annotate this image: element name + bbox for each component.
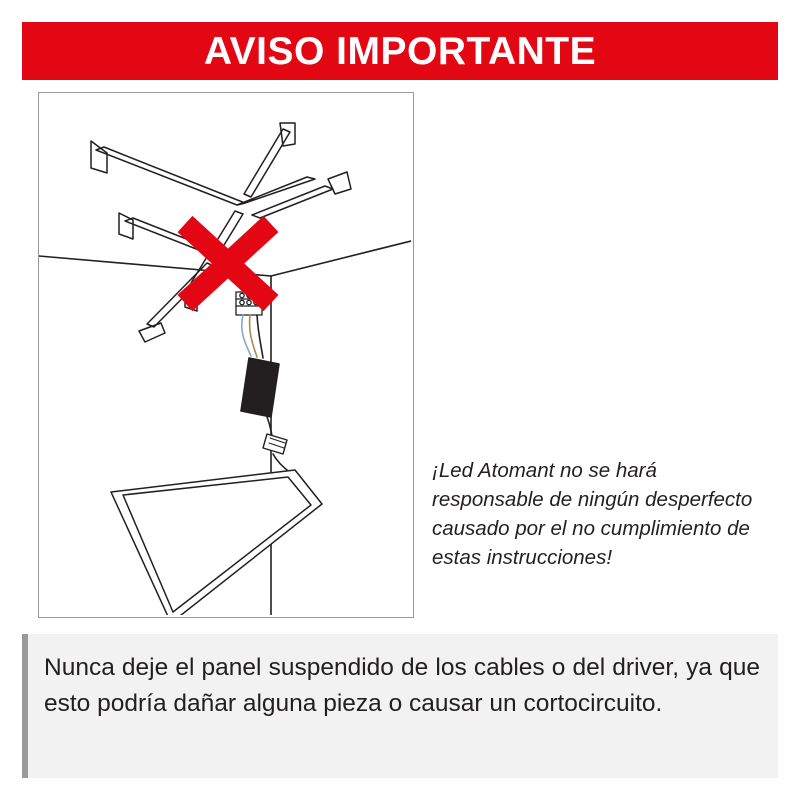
bottom-note-text: Nunca deje el panel suspendido de los cables o del driver, ya que esto podría dañar alguna pieza o causar un cortocircuito. (44, 654, 760, 717)
important-notice-banner (22, 22, 778, 80)
forbidden-cross-icon (185, 224, 271, 303)
illustration-frame (38, 92, 414, 618)
installation-diagram (39, 93, 411, 615)
liability-note: ¡Led Atomant no se hará responsable de ningún desperfecto causado por el no cumplimiento de estas instrucciones! (432, 459, 753, 570)
banner-title: AVISO IMPORTANTE (203, 29, 597, 73)
